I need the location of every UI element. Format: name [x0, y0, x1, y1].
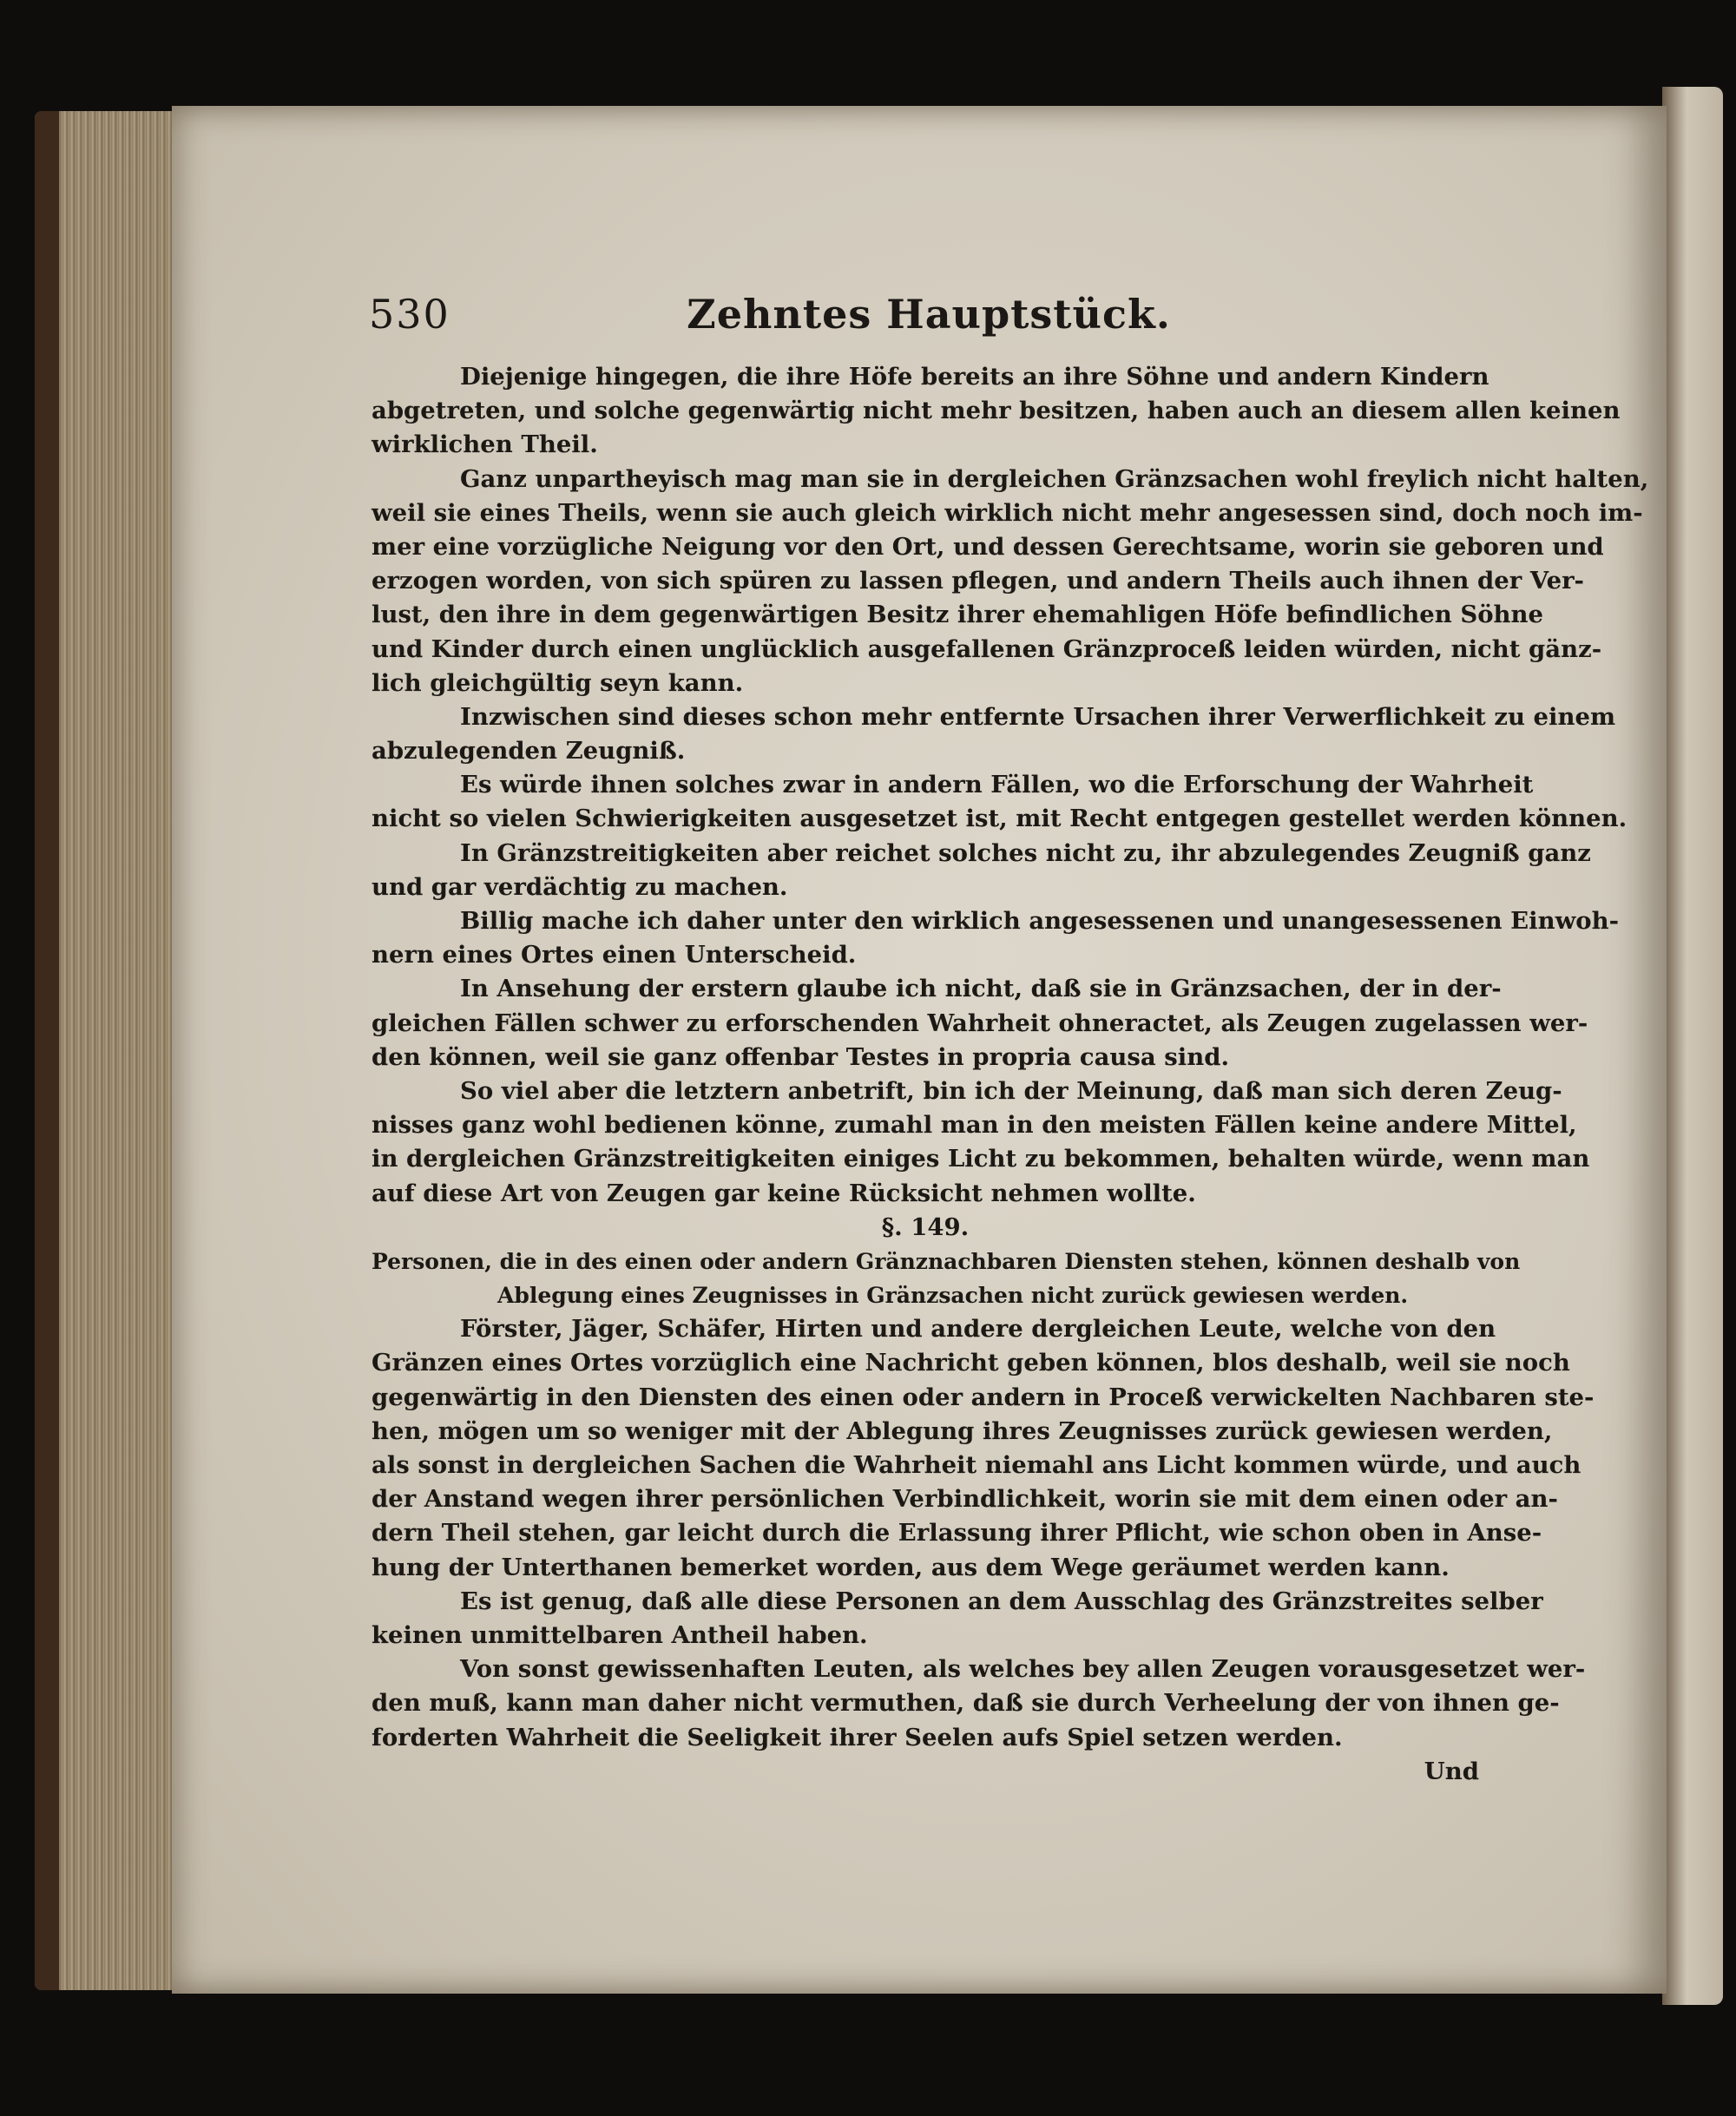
text-line: Von sonst gewissenhaften Leuten, als welches bey allen Zeugen vorausgesetzet wer- [460, 1655, 1586, 1684]
text-line: und Kinder durch einen unglücklich ausgefallenen Gränzproceß leiden würden, nicht gänz- [372, 634, 1602, 663]
text-line: forderten Wahrheit die Seeligkeit ihrer Seelen aufs Spiel setzen werden. [372, 1723, 1343, 1751]
facing-page-edge [1662, 87, 1723, 2005]
text-line: Billig mache ich daher unter den wirklich angesessenen und unangesessenen Einwoh- [460, 907, 1619, 935]
text-line: nisses ganz wohl bedienen könne, zumahl man in den meisten Fällen keine andere Mittel, [372, 1111, 1577, 1140]
catchword: Und [1424, 1757, 1479, 1785]
text-line: In Gränzstreitigkeiten aber reichet solches nicht zu, ihr abzulegendes Zeugniß ganz [460, 838, 1591, 867]
text-line: dern Theil stehen, gar leicht durch die Erlassung ihrer Pflicht, wie schon oben in Anse- [372, 1519, 1542, 1548]
text-line: nicht so vielen Schwierigkeiten ausgesetzet ist, mit Recht entgegen gestellet werden können. [372, 805, 1628, 833]
text-line: In Ansehung der erstern glaube ich nicht, daß sie in Gränzsachen, der in der- [460, 975, 1502, 1003]
text-line: wirklichen Theil. [372, 430, 598, 459]
text-line: auf diese Art von Zeugen gar keine Rücksicht nehmen wollte. [372, 1179, 1196, 1207]
text-line: Förster, Jäger, Schäfer, Hirten und andere dergleichen Leute, welche von den [460, 1315, 1496, 1344]
text-line: Diejenige hingegen, die ihre Höfe bereits an ihre Söhne und andern Kindern [460, 363, 1489, 391]
text-line: hung der Unterthanen bemerket worden, aus dem Wege geräumet werden kann. [372, 1553, 1450, 1581]
text-line: als sonst in dergleichen Sachen die Wahrheit niemahl ans Licht kommen würde, und auch [372, 1451, 1581, 1479]
text-line: Es würde ihnen solches zwar in andern Fällen, wo die Erforschung der Wahrheit [460, 771, 1534, 799]
text-line: nern eines Ortes einen Unterscheid. [372, 941, 857, 969]
text-line: den muß, kann man daher nicht vermuthen, daß sie durch Verheelung der von ihnen ge- [372, 1689, 1560, 1718]
text-line: abgetreten, und solche gegenwärtig nicht mehr besitzen, haben auch an diesem allen keinen [372, 397, 1621, 425]
text-line: Ganz unpartheyisch mag man sie in dergleichen Gränzsachen wohl freylich nicht halten, [460, 464, 1649, 493]
text-line: hen, mögen um so weniger mit der Ablegung ihres Zeugnisses zurück gewiesen werden, [372, 1416, 1553, 1445]
text-line: So viel aber die letztern anbetrift, bin ich der Meinung, daß man sich deren Zeug- [460, 1076, 1562, 1105]
text-line: Inzwischen sind dieses schon mehr entfernte Ursachen ihrer Verwerflichkeit zu einem [460, 702, 1616, 731]
text-line: abzulegenden Zeugniß. [372, 737, 686, 766]
book-cover-edge [35, 111, 59, 1990]
text-line: gleichen Fällen schwer zu erforschenden Wahrheit ohneractet, als Zeugen zugelassen wer- [372, 1009, 1588, 1037]
running-head: Zehntes Hauptstück. [687, 291, 1171, 338]
page-body [372, 360, 1649, 1789]
section-number: §. 149. [881, 1212, 970, 1241]
page-header [369, 291, 1489, 352]
section-heading-line: Personen, die in des einen oder andern Gränznachbaren Diensten stehen, können deshalb von [372, 1248, 1521, 1274]
text-line: lich gleichgültig seyn kann. [372, 668, 744, 697]
text-line: erzogen worden, von sich spüren zu lassen pflegen, und andern Theils auch ihnen der Ver- [372, 567, 1584, 595]
text-line: den können, weil sie ganz offenbar Testes in propria causa sind. [372, 1042, 1230, 1071]
page-number: 530 [369, 291, 450, 338]
text-line: in dergleichen Gränzstreitigkeiten einiges Licht zu bekommen, behalten würde, wenn man [372, 1145, 1590, 1173]
text-line: und gar verdächtig zu machen. [372, 872, 788, 901]
text-line: lust, den ihre in dem gegenwärtigen Besitz ihrer ehemahligen Höfe befindlichen Söhne [372, 601, 1544, 629]
text-line: Gränzen eines Ortes vorzüglich eine Nachricht geben können, blos deshalb, weil sie noch [372, 1349, 1570, 1377]
text-line: gegenwärtig in den Diensten des einen oder andern in Proceß verwickelten Nachbaren ste- [372, 1383, 1595, 1411]
text-line: der Anstand wegen ihrer persönlichen Verbindlichkeit, worin sie mit dem einen oder an- [372, 1485, 1558, 1514]
text-line: mer eine vorzügliche Neigung vor den Ort, und dessen Gerechtsame, worin sie geboren und [372, 532, 1604, 561]
text-line: keinen unmittelbaren Antheil haben. [372, 1620, 868, 1649]
section-heading-line: Ablegung eines Zeugnisses in Gränzsachen nicht zurück gewiesen werden. [497, 1283, 1409, 1309]
text-line: weil sie eines Theils, wenn sie auch gleich wirklich nicht mehr angesessen sind, doch noch im- [372, 498, 1643, 527]
text-line: Es ist genug, daß alle diese Personen an dem Ausschlag des Gränzstreites selber [460, 1587, 1543, 1615]
